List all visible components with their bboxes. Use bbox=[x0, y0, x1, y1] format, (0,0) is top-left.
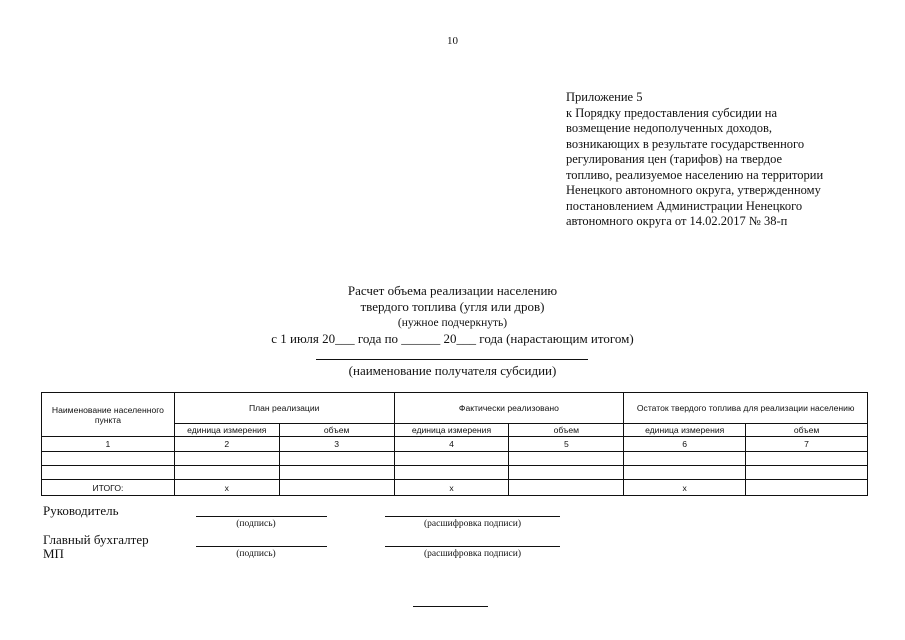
title-note: (нужное подчеркнуть) bbox=[397, 317, 508, 329]
table-cell[interactable] bbox=[509, 452, 624, 466]
head-decoding-line[interactable] bbox=[385, 516, 560, 517]
subheader-unit: единица измерения bbox=[394, 424, 509, 437]
title-line: твердого топлива (угля или дров) bbox=[360, 299, 545, 314]
total-cell[interactable] bbox=[746, 480, 868, 496]
accountant-signature-line[interactable] bbox=[196, 546, 327, 547]
table-cell[interactable] bbox=[174, 452, 279, 466]
subheader-unit: единица измерения bbox=[174, 424, 279, 437]
table-cell[interactable] bbox=[174, 466, 279, 480]
footer-divider bbox=[413, 606, 488, 607]
table-cell[interactable] bbox=[42, 452, 175, 466]
period-line: с 1 июля 20___ года по ______ 20___ года (нарастающим итогом) bbox=[271, 331, 634, 346]
total-cell: х bbox=[394, 480, 509, 496]
total-cell[interactable] bbox=[279, 480, 394, 496]
document-title bbox=[0, 283, 905, 347]
header-plan: План реализации bbox=[174, 393, 394, 424]
head-label: Руководитель bbox=[43, 503, 119, 518]
total-cell[interactable] bbox=[509, 480, 624, 496]
header-remainder: Остаток твердого топлива для реализации населению bbox=[624, 393, 868, 424]
table-cell[interactable] bbox=[279, 466, 394, 480]
page-number: 10 bbox=[447, 35, 458, 47]
total-label: ИТОГО: bbox=[42, 480, 175, 496]
table-row bbox=[42, 466, 868, 480]
table-cell[interactable] bbox=[509, 466, 624, 480]
table-row bbox=[42, 452, 868, 466]
column-number: 7 bbox=[746, 437, 868, 452]
table-cell[interactable] bbox=[746, 452, 868, 466]
appendix-line: постановлением Администрации Ненецкого bbox=[566, 198, 803, 213]
appendix-line: топливо, реализуемое населению на территории bbox=[566, 167, 824, 182]
column-number-row bbox=[42, 437, 868, 452]
accountant-decoding-caption: (расшифровка подписи) bbox=[424, 549, 521, 559]
column-number: 5 bbox=[509, 437, 624, 452]
table-cell[interactable] bbox=[394, 452, 509, 466]
total-row bbox=[42, 480, 868, 496]
header-actual: Фактически реализовано bbox=[394, 393, 624, 424]
subheader-volume: объем bbox=[279, 424, 394, 437]
table-cell[interactable] bbox=[746, 466, 868, 480]
appendix-line: регулирования цен (тарифов) на твердое bbox=[566, 152, 783, 166]
table-cell[interactable] bbox=[279, 452, 394, 466]
chief-accountant-label: Главный бухгалтер bbox=[43, 532, 149, 547]
title-line: Расчет объема реализации населению bbox=[347, 283, 558, 298]
column-number: 3 bbox=[279, 437, 394, 452]
subheader-volume: объем bbox=[746, 424, 868, 437]
total-cell: х bbox=[624, 480, 746, 496]
calculation-table bbox=[41, 392, 868, 496]
subheader-unit: единица измерения bbox=[624, 424, 746, 437]
column-number: 6 bbox=[624, 437, 746, 452]
seal-label: МП bbox=[43, 546, 64, 561]
column-number: 4 bbox=[394, 437, 509, 452]
header-settlement: Наименование населенного пункта bbox=[42, 393, 175, 437]
total-cell: х bbox=[174, 480, 279, 496]
column-number: 1 bbox=[42, 437, 175, 452]
head-signature-caption: (подпись) bbox=[236, 519, 276, 529]
column-number: 2 bbox=[174, 437, 279, 452]
appendix-block bbox=[566, 90, 886, 230]
appendix-line: возникающих в результате государственного bbox=[566, 136, 805, 151]
accountant-signature-caption: (подпись) bbox=[236, 549, 276, 559]
recipient-label: (наименование получателя субсидии) bbox=[348, 363, 557, 378]
accountant-decoding-line[interactable] bbox=[385, 546, 560, 547]
head-signature-line[interactable] bbox=[196, 516, 327, 517]
recipient-fill-line bbox=[316, 359, 588, 360]
table-cell[interactable] bbox=[624, 466, 746, 480]
table-cell[interactable] bbox=[42, 466, 175, 480]
appendix-line: Приложение 5 bbox=[566, 90, 643, 104]
head-decoding-caption: (расшифровка подписи) bbox=[424, 519, 521, 529]
appendix-line: к Порядку предоставления субсидии на bbox=[566, 105, 778, 120]
table-header-row bbox=[42, 393, 868, 424]
table-cell[interactable] bbox=[394, 466, 509, 480]
appendix-line: возмещение недополученных доходов, bbox=[566, 121, 773, 135]
appendix-line: Ненецкого автономного округа, утвержденному bbox=[566, 183, 821, 197]
table-cell[interactable] bbox=[624, 452, 746, 466]
subheader-volume: объем bbox=[509, 424, 624, 437]
appendix-line: автономного округа от 14.02.2017 № 38-п bbox=[566, 214, 788, 228]
